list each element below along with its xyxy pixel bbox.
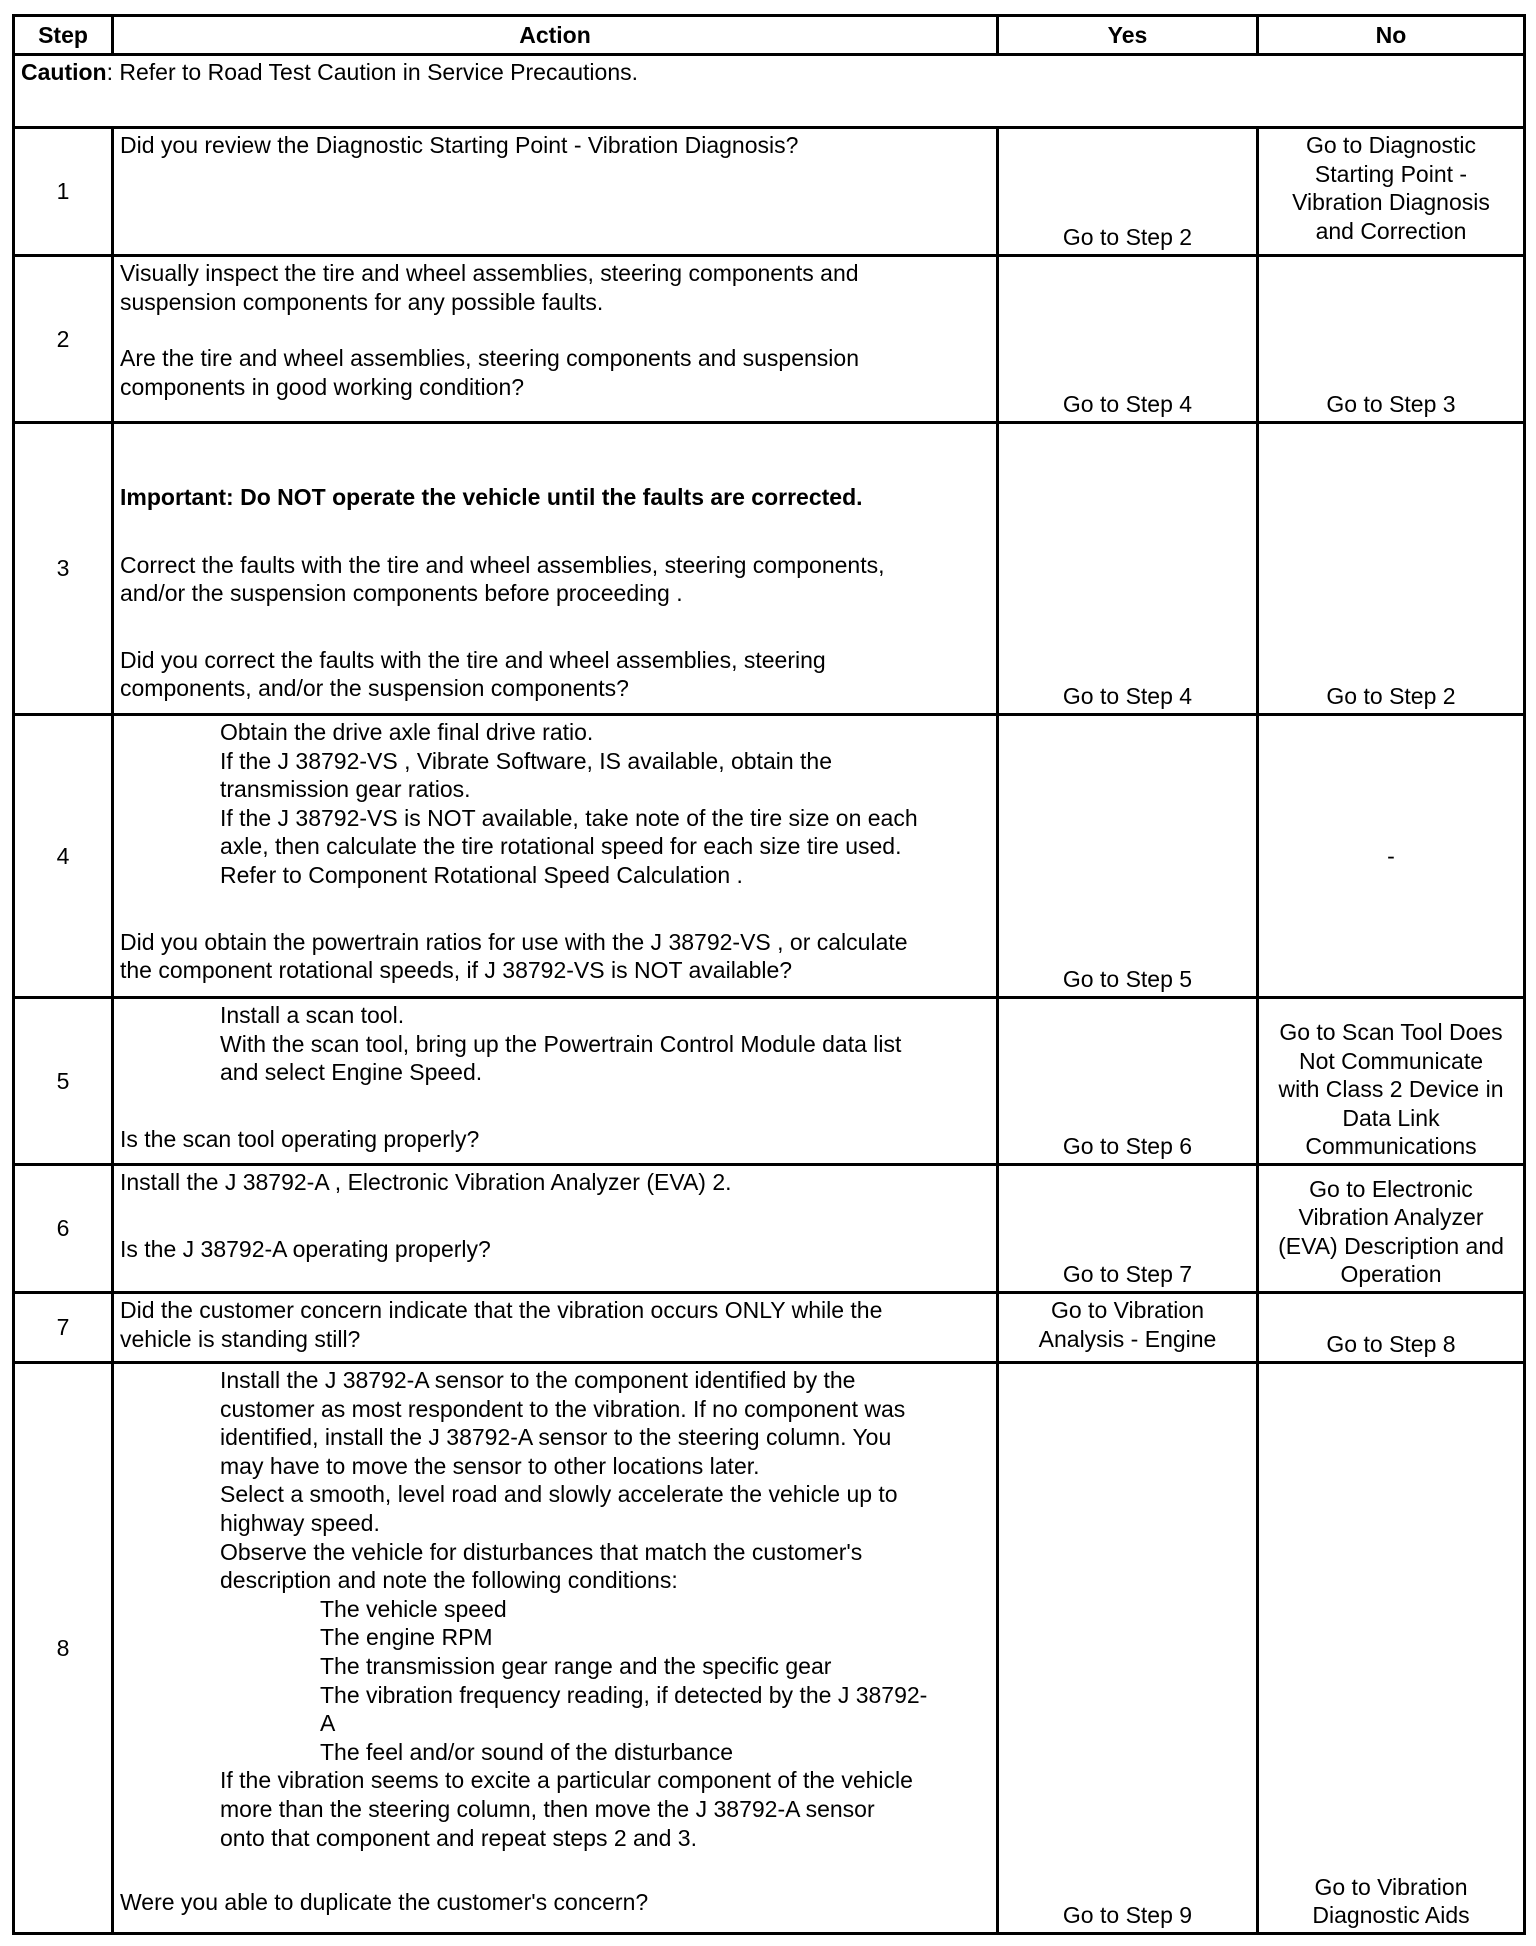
- diagnostic-table: [12, 14, 1526, 1935]
- important-note: Important: Do NOT operate the vehicle until the faults are corrected.: [120, 484, 863, 510]
- no-link-line: Data Link: [1342, 1104, 1440, 1131]
- header-action: Action: [113, 16, 998, 55]
- no-link[interactable]: Go to Step 8: [1258, 1293, 1525, 1363]
- table-row: [14, 1165, 1525, 1293]
- action-question: components in good working condition?: [120, 373, 525, 400]
- no-link-line: (EVA) Description and: [1278, 1232, 1504, 1259]
- action-cell: [113, 128, 998, 256]
- action-text: onto that component and repeat steps 2 and 3.: [220, 1824, 697, 1851]
- no-link-line: Vibration Diagnosis: [1292, 189, 1490, 216]
- step-number: 1: [14, 128, 113, 256]
- condition-item: The feel and/or sound of the disturbance: [320, 1738, 734, 1765]
- caution-cell: [14, 55, 1525, 128]
- action-question: Did the customer concern indicate that the vibration occurs ONLY while the: [120, 1297, 883, 1323]
- yes-link-line: Go to Vibration: [1050, 1297, 1204, 1323]
- no-link-line: Go to Vibration: [1314, 1873, 1468, 1900]
- action-text: identified, install the J 38792-A sensor to the steering column. You: [220, 1424, 892, 1451]
- yes-link[interactable]: [998, 1293, 1258, 1363]
- action-cell: [113, 1293, 998, 1363]
- no-link[interactable]: [1258, 128, 1525, 256]
- action-cell: [113, 998, 998, 1165]
- table-row: [14, 423, 1525, 715]
- no-link: -: [1258, 715, 1525, 998]
- no-link-line: Starting Point -: [1314, 160, 1468, 187]
- no-link-line: Operation: [1340, 1261, 1442, 1288]
- no-link-line: Vibration Analyzer: [1298, 1204, 1484, 1231]
- step-number: 7: [14, 1293, 113, 1363]
- no-link-line: with Class 2 Device in: [1278, 1076, 1504, 1103]
- action-text: more than the steering column, then move the J 38792-A sensor: [220, 1795, 875, 1822]
- yes-link-line: Analysis - Engine: [1038, 1325, 1217, 1352]
- action-question: Were you able to duplicate the customer's concern?: [120, 1889, 649, 1916]
- action-text: Install a scan tool.: [220, 1002, 405, 1028]
- no-link-line: and Correction: [1315, 217, 1467, 244]
- action-cell: [113, 1363, 998, 1934]
- condition-item: A: [320, 1710, 336, 1737]
- action-text: Obtain the drive axle final drive ratio.: [220, 719, 594, 745]
- action-text: Correct the faults with the tire and wheel assemblies, steering components,: [120, 551, 885, 578]
- step-number: 2: [14, 256, 113, 423]
- table-row: [14, 1363, 1525, 1934]
- action-question: the component rotational speeds, if J 38792-VS is NOT available?: [120, 957, 793, 984]
- action-text: Observe the vehicle for disturbances that match the customer's: [220, 1538, 863, 1565]
- action-cell: [113, 423, 998, 715]
- no-link[interactable]: Go to Step 3: [1258, 256, 1525, 423]
- header-no: No: [1258, 16, 1525, 55]
- action-text: Did you review the Diagnostic Starting Point - Vibration Diagnosis?: [120, 132, 799, 158]
- action-text: transmission gear ratios.: [220, 776, 471, 803]
- action-text: Refer to Component Rotational Speed Calculation .: [220, 861, 743, 888]
- step-number: 3: [14, 423, 113, 715]
- table-row: [14, 256, 1525, 423]
- table-row: [14, 1293, 1525, 1363]
- action-text: and/or the suspension components before proceeding .: [120, 580, 683, 607]
- yes-link[interactable]: Go to Step 4: [998, 256, 1258, 423]
- no-link-line: Diagnostic Aids: [1312, 1902, 1470, 1929]
- header-row: [14, 16, 1525, 55]
- action-text: suspension components for any possible faults.: [120, 288, 604, 315]
- yes-link[interactable]: Go to Step 2: [998, 128, 1258, 256]
- table-row: [14, 715, 1525, 998]
- condition-item: The vibration frequency reading, if detected by the J 38792-: [320, 1681, 928, 1708]
- no-link[interactable]: [1258, 1165, 1525, 1293]
- yes-link[interactable]: Go to Step 9: [998, 1363, 1258, 1934]
- action-text: With the scan tool, bring up the Powertrain Control Module data list: [220, 1030, 902, 1057]
- caution-text: : Refer to Road Test Caution in Service Precautions.: [106, 59, 639, 85]
- table-row: [14, 128, 1525, 256]
- yes-link[interactable]: Go to Step 4: [998, 423, 1258, 715]
- caution-label: Caution: [21, 59, 107, 85]
- header-step: Step: [14, 16, 113, 55]
- action-text: highway speed.: [220, 1509, 380, 1536]
- yes-link[interactable]: Go to Step 5: [998, 715, 1258, 998]
- action-text: If the J 38792-VS , Vibrate Software, IS available, obtain the: [220, 747, 833, 774]
- action-question: Did you obtain the powertrain ratios for use with the J 38792-VS , or calculate: [120, 928, 908, 955]
- step-number: 4: [14, 715, 113, 998]
- action-question: Did you correct the faults with the tire and wheel assemblies, steering: [120, 646, 826, 673]
- action-question: vehicle is standing still?: [120, 1325, 361, 1352]
- no-link[interactable]: Go to Step 2: [1258, 423, 1525, 715]
- condition-item: The transmission gear range and the specific gear: [320, 1652, 832, 1679]
- action-question: Is the J 38792-A operating properly?: [120, 1235, 491, 1262]
- action-text: If the vibration seems to excite a particular component of the vehicle: [220, 1767, 913, 1794]
- action-text: customer as most respondent to the vibration. If no component was: [220, 1395, 906, 1422]
- table-row: [14, 998, 1525, 1165]
- action-text: Install the J 38792-A sensor to the component identified by the: [220, 1367, 856, 1393]
- no-link-line: Go to Scan Tool Does: [1279, 1019, 1503, 1046]
- action-text: Select a smooth, level road and slowly accelerate the vehicle up to: [220, 1481, 898, 1508]
- caution-row: [14, 55, 1525, 128]
- no-link-line: Not Communicate: [1298, 1047, 1484, 1074]
- no-link[interactable]: [1258, 998, 1525, 1165]
- no-link-line: Go to Diagnostic: [1305, 132, 1477, 158]
- action-text: Visually inspect the tire and wheel assemblies, steering components and: [120, 260, 859, 286]
- diagnostic-table-container: [12, 14, 1526, 1935]
- action-cell: [113, 256, 998, 423]
- step-number: 5: [14, 998, 113, 1165]
- no-link[interactable]: [1258, 1363, 1525, 1934]
- action-text: axle, then calculate the tire rotational speed for each size tire used.: [220, 833, 902, 860]
- condition-item: The vehicle speed: [320, 1595, 507, 1622]
- action-cell: [113, 1165, 998, 1293]
- action-text: Install the J 38792-A , Electronic Vibration Analyzer (EVA) 2.: [120, 1169, 732, 1195]
- action-text: and select Engine Speed.: [220, 1059, 483, 1086]
- header-yes: Yes: [998, 16, 1258, 55]
- action-text: may have to move the sensor to other locations later.: [220, 1452, 760, 1479]
- no-link-line: Communications: [1305, 1133, 1477, 1160]
- action-question: Is the scan tool operating properly?: [120, 1125, 480, 1152]
- action-question: components, and/or the suspension components?: [120, 675, 629, 702]
- action-text: If the J 38792-VS is NOT available, take note of the tire size on each: [220, 804, 918, 831]
- step-number: 8: [14, 1363, 113, 1934]
- action-cell: [113, 715, 998, 998]
- no-link-line: Go to Electronic: [1309, 1175, 1473, 1202]
- action-question: Are the tire and wheel assemblies, steering components and suspension: [120, 345, 859, 372]
- yes-link[interactable]: Go to Step 7: [998, 1165, 1258, 1293]
- yes-link[interactable]: Go to Step 6: [998, 998, 1258, 1165]
- action-text: description and note the following conditions:: [220, 1567, 678, 1594]
- condition-item: The engine RPM: [320, 1624, 493, 1651]
- step-number: 6: [14, 1165, 113, 1293]
